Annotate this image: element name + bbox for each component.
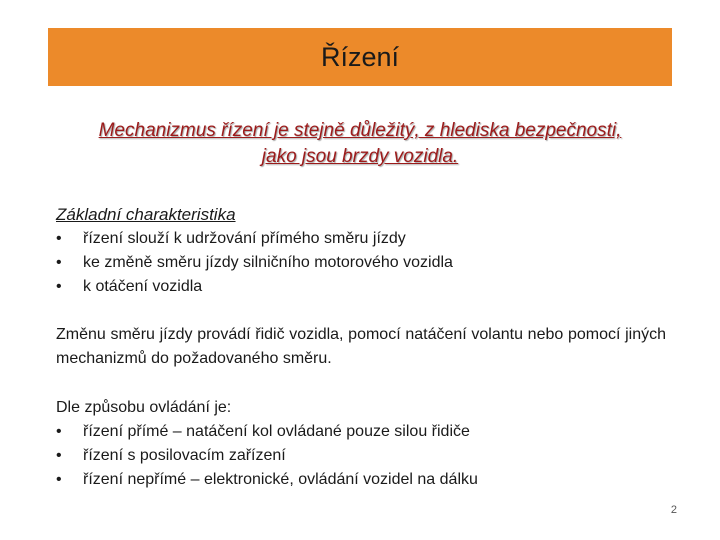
section-heading: Dle způsobu ovládání je: (56, 399, 232, 416)
bullet-list (56, 420, 666, 492)
list-item (56, 251, 666, 275)
bullet-list (56, 227, 666, 299)
list-item (56, 420, 666, 444)
subtitle-line-2: jako jsou brzdy vozidla. (261, 146, 459, 167)
list-item (56, 444, 666, 468)
subtitle (40, 118, 680, 170)
page-number: 2 (670, 504, 677, 516)
section-control (56, 396, 666, 492)
list-item-text: řízení slouží k udržování přímého směru jízdy (83, 230, 406, 247)
title-bar (48, 28, 672, 86)
bullet-icon: • (56, 423, 62, 440)
bullet-icon: • (56, 230, 62, 247)
list-item (56, 468, 666, 492)
list-item (56, 275, 666, 299)
paragraph: Změnu směru jízdy provádí řidič vozidla, pomocí natáčení volantu nebo pomocí jiných mechanizmů do požadovaného směru. (56, 326, 666, 367)
list-item-text: k otáčení vozidla (83, 278, 203, 295)
bullet-icon: • (56, 278, 62, 295)
bullet-icon: • (56, 447, 62, 464)
section-characteristics (56, 203, 666, 299)
list-item-text: řízení přímé – natáčení kol ovládané pouze silou řidiče (83, 423, 470, 440)
list-item-text: řízení nepřímé – elektronické, ovládání vozidel na dálku (83, 471, 478, 488)
bullet-icon: • (56, 471, 62, 488)
list-item-text: řízení s posilovacím zařízení (83, 447, 286, 464)
section-heading: Základní charakteristika (56, 205, 236, 224)
slide-title: Řízení (320, 41, 400, 72)
subtitle-line-1: Mechanizmus řízení je stejně důležitý, z hlediska bezpečnosti, (98, 120, 622, 141)
list-item-text: ke změně směru jízdy silničního motorového vozidla (83, 254, 453, 271)
bullet-icon: • (56, 254, 62, 271)
list-item (56, 227, 666, 251)
